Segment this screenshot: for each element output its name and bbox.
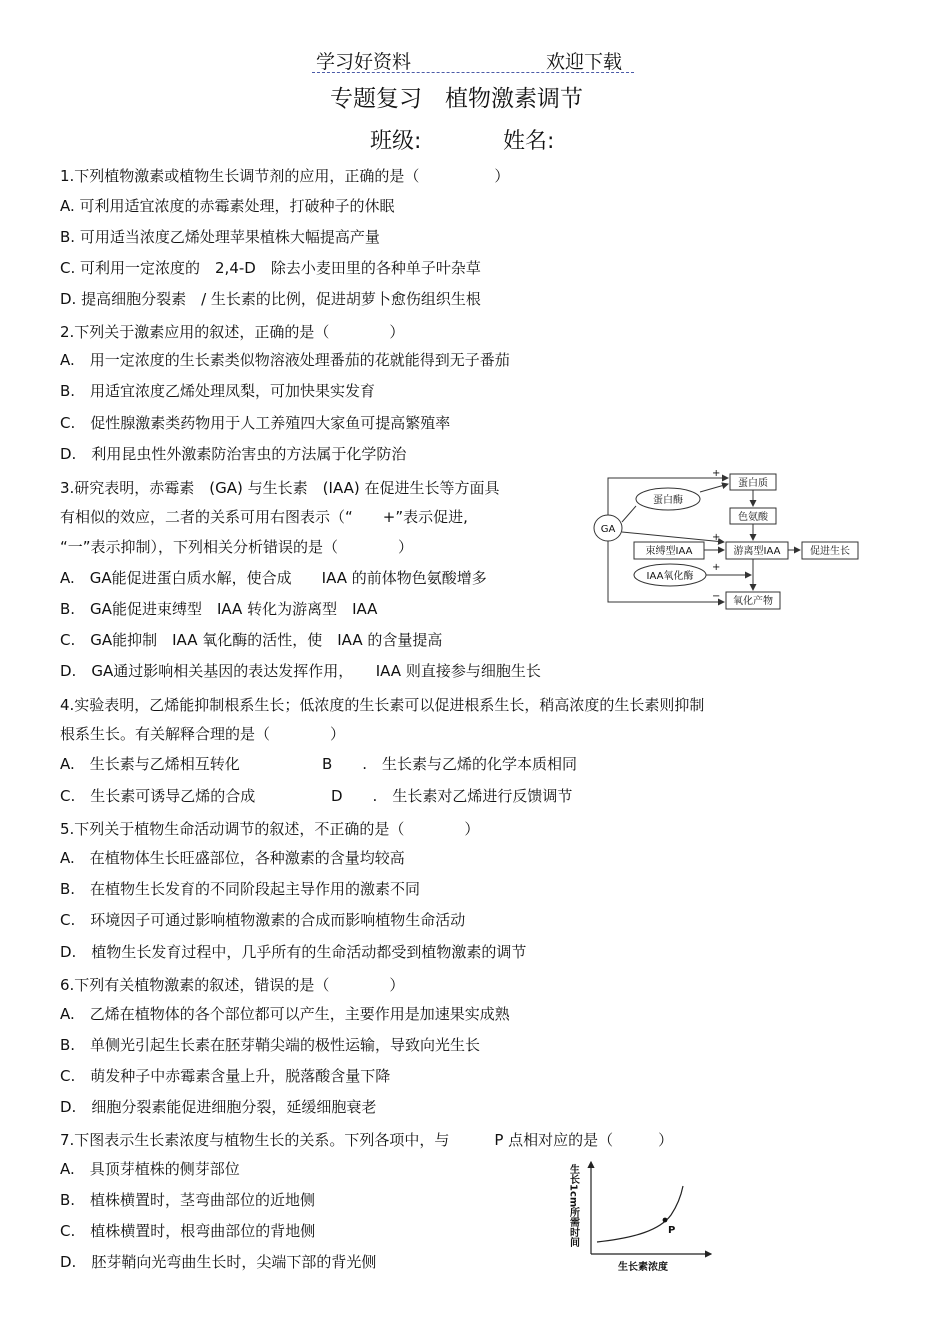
question-7-option-b: B. 植株横置时，茎弯曲部位的近地侧 (60, 1191, 316, 1209)
bound-iaa-label: 束缚型IAA (645, 546, 693, 557)
question-5-stem: 5.下列关于植物生命活动调节的叙述，不正确的是（ ） (60, 820, 480, 838)
protease-label: 蛋白酶 (653, 495, 683, 506)
question-1-option-a: A. 可利用适宜浓度的赤霉素处理，打破种子的休眠 (60, 197, 395, 215)
question-6-stem: 6.下列有关植物激素的叙述，错误的是（ ） (60, 976, 405, 994)
question-6-option-a: A. 乙烯在植物体的各个部位都可以产生，主要作用是加速果实成熟 (60, 1005, 510, 1023)
tryptophan-label: 色氨酸 (738, 512, 768, 523)
question-4-option-d: D . 生长素对乙烯进行反馈调节 (331, 787, 573, 805)
question-2-stem: 2.下列关于激素应用的叙述，正确的是（ ） (60, 323, 405, 341)
question-5-option-a: A. 在植物体生长旺盛部位，各种激素的含量均较高 (60, 849, 405, 867)
question-6-option-c: C. 萌发种子中赤霉素含量上升，脱落酸含量下降 (60, 1067, 391, 1085)
question-7-option-a: A. 具顶芽植株的侧芽部位 (60, 1160, 240, 1178)
oxidation-product-label: 氧化产物 (733, 596, 773, 607)
question-1-stem: 1.下列植物激素或植物生长调节剂的应用，正确的是（ ） (60, 167, 510, 185)
header-right: 欢迎下载 (546, 51, 623, 73)
plus-sign-1: + (712, 470, 721, 479)
x-axis-label: 生长素浓度 (618, 1262, 668, 1273)
question-3-line-1: 3.研究表明，赤霉素 (GA) 与生长素 (IAA) 在促进生长等方面具 (60, 479, 500, 497)
question-5-option-d: D. 植物生长发育过程中，几乎所有的生命活动都受到植物激素的调节 (60, 943, 527, 961)
question-4-option-c: C. 生长素可诱导乙烯的合成 (60, 787, 256, 805)
question-6-option-d: D. 细胞分裂素能促进细胞分裂，延缓细胞衰老 (60, 1098, 377, 1116)
question-4-line-2: 根系生长。有关解释合理的是（ ） (60, 725, 346, 743)
question-3-line-2: 有相似的效应，二者的关系可用右图表示（“ +”表示促进, (60, 508, 468, 526)
question-7-stem: 7.下图表示生长素浓度与植物生长的关系。下列各项中，与 P 点相对应的是（ ） (60, 1131, 674, 1149)
question-1-option-c: C. 可利用一定浓度的 2,4-D 除去小麦田里的各种单子叶杂草 (60, 259, 481, 277)
question-6-option-b: B. 单侧光引起生长素在胚芽鞘尖端的极性运输，导致向光生长 (60, 1036, 481, 1054)
question-3-option-c: C. GA能抑制 IAA 氧化酶的活性，使 IAA 的含量提高 (60, 631, 443, 649)
header-left: 学习好资料 (316, 51, 412, 73)
question-2-option-d: D. 利用昆虫性外激素防治害虫的方法属于化学防治 (60, 445, 407, 463)
question-3-option-b: B. GA能促进束缚型 IAA 转化为游离型 IAA (60, 600, 378, 618)
question-7-option-d: D. 胚芽鞘向光弯曲生长时，尖端下部的背光侧 (60, 1253, 377, 1271)
question-3-option-d: D. GA通过影响相关基因的表达发挥作用， IAA 则直接参与细胞生长 (60, 662, 541, 680)
minus-sign: − (712, 591, 721, 602)
question-7-option-c: C. 植株横置时，根弯曲部位的背地侧 (60, 1222, 316, 1240)
ga-label: GA (600, 524, 616, 535)
plus-sign-3: + (712, 562, 721, 573)
question-3-option-a: A. GA能促进蛋白质水解，使合成 IAA 的前体物色氨酸增多 (60, 569, 487, 587)
question-4-option-b: B . 生长素与乙烯的化学本质相同 (322, 755, 578, 773)
free-iaa-label: 游离型IAA (733, 546, 781, 557)
point-p-marker (663, 1218, 668, 1223)
question-2-option-b: B. 用适宜浓度乙烯处理凤梨，可加快果实发育 (60, 382, 376, 400)
promote-growth-label: 促进生长 (810, 546, 850, 557)
class-label: 班级: (370, 129, 422, 154)
point-p-label: P (668, 1225, 676, 1236)
ga-iaa-diagram (592, 470, 864, 612)
protein-label: 蛋白质 (738, 478, 768, 489)
question-2-option-c: C. 促性腺激素类药物用于人工养殖四大家鱼可提高繁殖率 (60, 414, 451, 432)
auxin-growth-graph (565, 1158, 715, 1276)
y-axis-label: 生长1cm所需时间 (567, 1164, 579, 1248)
name-label: 姓名: (503, 129, 555, 154)
question-4-option-a: A. 生长素与乙烯相互转化 (60, 755, 240, 773)
question-3-line-3: “一”表示抑制），下列相关分析错误的是（ ） (60, 538, 414, 556)
question-4-line-1: 4.实验表明，乙烯能抑制根系生长；低浓度的生长素可以促进根系生长，稍高浓度的生长素则抑制 (60, 696, 705, 714)
header-divider (312, 72, 634, 73)
plus-sign-2: + (712, 532, 721, 543)
question-2-option-a: A. 用一定浓度的生长素类似物溶液处理番茄的花就能得到无子番茄 (60, 351, 510, 369)
iaa-oxidase-label: IAA氧化酶 (646, 571, 694, 582)
question-5-option-b: B. 在植物生长发育的不同阶段起主导作用的激素不同 (60, 880, 421, 898)
question-1-option-d: D. 提高细胞分裂素 / 生长素的比例，促进胡萝卜愈伤组织生根 (60, 290, 481, 308)
page-title: 专题复习 植物激素调节 (330, 86, 583, 112)
question-1-option-b: B. 可用适当浓度乙烯处理苹果植株大幅提高产量 (60, 228, 380, 246)
question-5-option-c: C. 环境因子可通过影响植物激素的合成而影响植物生命活动 (60, 911, 466, 929)
